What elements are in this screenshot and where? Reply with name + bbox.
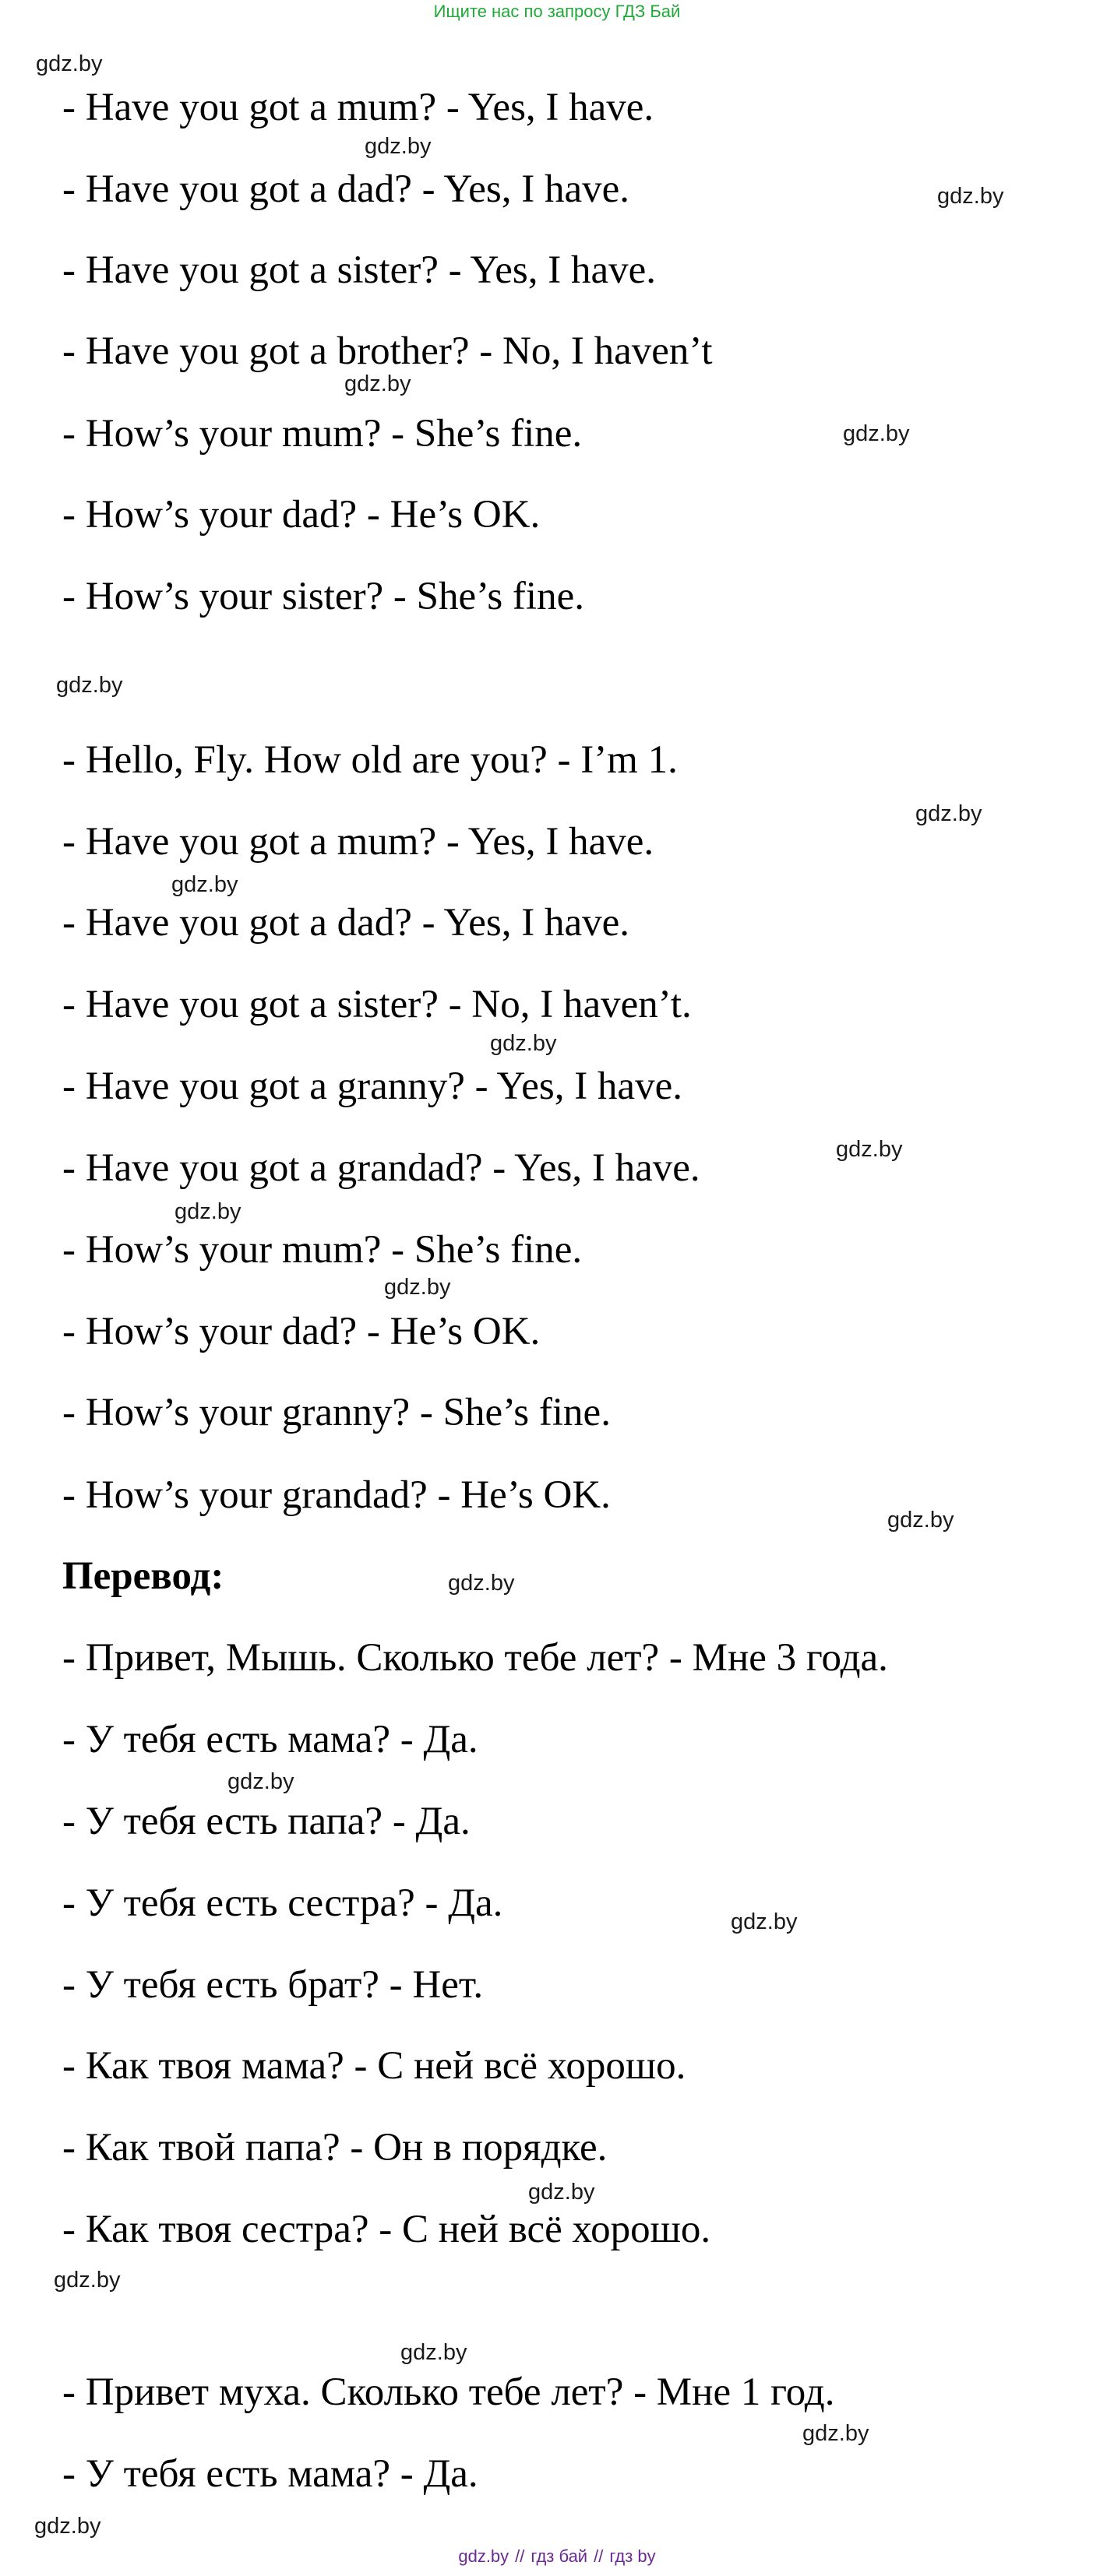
dialogue-line: - Привет, Мышь. Сколько тебе лет? - Мне 3 года.	[62, 1636, 888, 1680]
dialogue-line: - Как твоя мама? - С ней всё хорошо.	[62, 2044, 686, 2088]
dialogue-line: - У тебя есть брат? - Нет.	[62, 1963, 484, 2007]
watermark: gdz.by	[400, 2340, 467, 2365]
watermark: gdz.by	[915, 801, 982, 826]
watermark: gdz.by	[34, 2514, 101, 2539]
dialogue-line: - У тебя есть мама? - Да.	[62, 1718, 478, 1761]
search-banner: Ищите нас по запросу ГДЗ Бай	[433, 2, 681, 21]
watermark: gdz.by	[887, 1508, 954, 1533]
watermark: gdz.by	[836, 1137, 903, 1162]
translation-heading: Перевод:	[62, 1554, 224, 1598]
dialogue-line: - Как твой папа? - Он в порядке.	[62, 2126, 608, 2170]
dialogue-line: - How’s your mum? - She’s fine.	[62, 412, 583, 456]
dialogue-line: - Have you got a mum? - Yes, I have.	[62, 86, 654, 129]
watermark: gdz.by	[36, 51, 103, 76]
dialogue-line: - Как твоя сестра? - С ней всё хорошо.	[62, 2208, 711, 2251]
watermark: gdz.by	[843, 421, 910, 446]
watermark: gdz.by	[344, 371, 411, 396]
watermark: gdz.by	[227, 1769, 294, 1794]
footer-link-gdz-bai[interactable]: гдз бай	[531, 2546, 588, 2566]
dialogue-line: - У тебя есть папа? - Да.	[62, 1800, 471, 1843]
dialogue-line: - Have you got a sister? - No, I haven’t.	[62, 983, 692, 1026]
dialogue-line: - Have you got a granny? - Yes, I have.	[62, 1065, 682, 1108]
dialogue-line: - How’s your sister? - She’s fine.	[62, 575, 584, 618]
dialogue-line: - Have you got a mum? - Yes, I have.	[62, 820, 654, 864]
watermark: gdz.by	[490, 1031, 557, 1056]
watermark: gdz.by	[54, 2268, 121, 2293]
watermark: gdz.by	[802, 2421, 869, 2446]
watermark: gdz.by	[56, 673, 123, 698]
dialogue-line: - У тебя есть сестра? - Да.	[62, 1881, 503, 1925]
dialogue-line: - Hello, Fly. How old are you? - I’m 1.	[62, 738, 678, 782]
dialogue-line: - How’s your grandad? - He’s OK.	[62, 1473, 611, 1517]
dialogue-line: - How’s your mum? - She’s fine.	[62, 1228, 583, 1272]
footer-separator: //	[515, 2546, 525, 2566]
dialogue-line: - How’s your granny? - She’s fine.	[62, 1391, 611, 1434]
footer-links	[0, 2545, 1114, 2568]
dialogue-line: - Have you got a dad? - Yes, I have.	[62, 901, 629, 945]
dialogue-line: - Have you got a brother? - No, I haven’t	[62, 329, 713, 373]
dialogue-line: - Have you got a sister? - Yes, I have.	[62, 248, 656, 292]
dialogue-line: - How’s your dad? - He’s OK.	[62, 493, 541, 537]
dialogue-line: - How’s your dad? - He’s OK.	[62, 1310, 541, 1353]
watermark: gdz.by	[937, 184, 1004, 209]
watermark: gdz.by	[175, 1199, 241, 1224]
footer-link-gdz-by-ru[interactable]: гдз by	[609, 2546, 656, 2566]
dialogue-line: - Привет муха. Сколько тебе лет? - Мне 1 год.	[62, 2370, 835, 2414]
watermark: gdz.by	[384, 1275, 451, 1300]
watermark: gdz.by	[528, 2180, 595, 2205]
dialogue-line: - У тебя есть мама? - Да.	[62, 2452, 478, 2496]
watermark: gdz.by	[365, 134, 432, 159]
watermark: gdz.by	[171, 872, 238, 897]
dialogue-line: - Have you got a dad? - Yes, I have.	[62, 167, 629, 211]
watermark: gdz.by	[448, 1571, 515, 1596]
dialogue-line: - Have you got a grandad? - Yes, I have.	[62, 1146, 700, 1190]
footer-link-gdz-by[interactable]: gdz.by	[458, 2546, 509, 2566]
watermark: gdz.by	[731, 1909, 798, 1934]
footer-separator: //	[594, 2546, 604, 2566]
